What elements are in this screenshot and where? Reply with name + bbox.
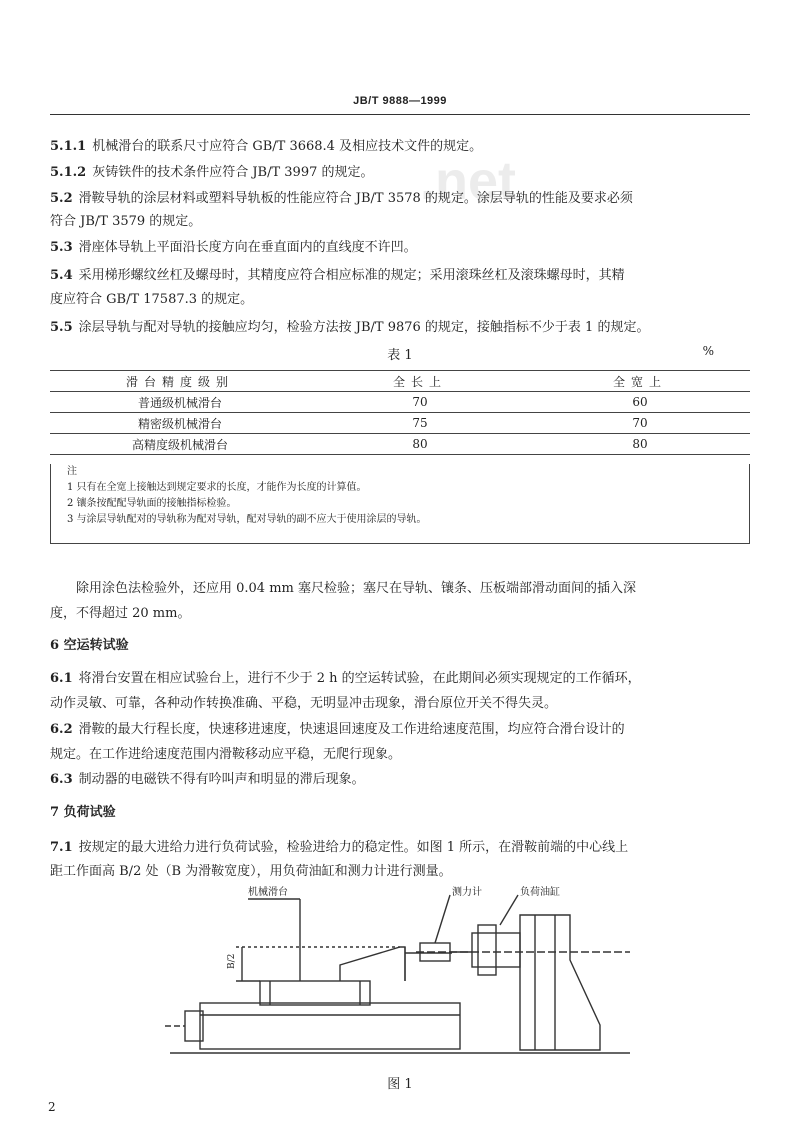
table-cell: 75: [310, 413, 530, 434]
clause-5-4: 5.4 采用梯形螺纹丝杠及螺母时，其精度应符合相应标准的规定；采用滚珠丝杠及滚珠螺母时，其精: [50, 268, 625, 283]
cylinder-stand: [520, 915, 600, 1050]
table-header-cell: 全宽上: [530, 371, 750, 392]
table-title: 表 1: [387, 348, 413, 363]
clause-5-1-1: 5.1.1 机械滑台的联系尺寸应符合 GB/T 3668.4 及相应技术文件的规定。: [50, 139, 483, 154]
figure-caption: 图 1: [387, 1077, 413, 1092]
table-header-cell: 全长上: [310, 371, 530, 392]
header-divider: [50, 114, 750, 115]
table-cell: 80: [310, 434, 530, 455]
table-row: [50, 434, 750, 455]
clause-5-4-cont: 度应符合 GB/T 17587.3 的规定。: [50, 292, 254, 307]
clause-6-3: 6.3 制动器的电磁铁不得有吟叫声和明显的滞后现象。: [50, 772, 365, 787]
paragraph-feeler-gauge: 除用涂色法检验外，还应用 0.04 mm 塞尺检验；塞尺在导轨、镶条、压板端部滑动面间的插入深: [76, 581, 636, 596]
table-cell: 70: [310, 392, 530, 413]
table-header-cell: 滑台精度级别: [50, 371, 310, 392]
table-cell: 精密级机械滑台: [50, 413, 310, 434]
slide-carriage: [260, 981, 370, 1005]
clause-6-1: 6.1 将滑台安置在相应试验台上，进行不少于 2 h 的空运转试验，在此期间必须实现规定的工作循环，: [50, 671, 641, 686]
clause-5-5: 5.5 涂层导轨与配对导轨的接触应均匀，检验方法按 JB/T 9876 的规定，接触指标不少于表 1 的规定。: [50, 320, 650, 335]
clause-5-2: 5.2 滑鞍导轨的涂层材料或塑料导轨板的性能应符合 JB/T 3578 的规定。涂层导轨的性能及要求必须: [50, 191, 633, 206]
label-cylinder: 负荷油缸: [520, 887, 560, 898]
page-number: 2: [48, 1100, 56, 1114]
clause-5-3: 5.3 滑座体导轨上平面沿长度方向在垂直面内的直线度不许凹。: [50, 240, 417, 255]
clause-6-1-cont: 动作灵敏、可靠，各种动作转换准确、平稳，无明显冲击现象，滑台原位开关不得失灵。: [50, 696, 558, 711]
slide-base: [200, 1003, 460, 1049]
note-item: 3 与涂层导轨配对的导轨称为配对导轨，配对导轨的副不应大于使用涂层的导轨。: [67, 514, 427, 525]
table-cell: 70: [530, 413, 750, 434]
table-row: [50, 392, 750, 413]
load-test-diagram: [160, 885, 640, 1070]
table-cell: 高精度级机械滑台: [50, 434, 310, 455]
table-cell: 普通级机械滑台: [50, 392, 310, 413]
clause-7-1-cont: 距工作面高 B/2 处（B 为滑鞍宽度），用负荷油缸和测力计进行测量。: [50, 864, 452, 879]
note-item: 1 只有在全宽上接触达到规定要求的长度，才能作为长度的计算值。: [67, 482, 367, 493]
watermark: .net: [420, 151, 517, 211]
label-gauge: 测力计: [452, 887, 482, 898]
clause-5-2-cont: 符合 JB/T 3579 的规定。: [50, 214, 202, 229]
note-item: 2 镶条按配配导轨面的接触指标检验。: [67, 498, 237, 509]
section-6-heading: 6 空运转试验: [50, 638, 129, 653]
section-7-heading: 7 负荷试验: [50, 805, 116, 820]
table-notes: [50, 464, 750, 544]
table-cell: 80: [530, 434, 750, 455]
label-dimension: B/2: [227, 953, 237, 969]
table-header-row: [50, 371, 750, 392]
label-slide: 机械滑台: [248, 887, 288, 898]
clause-6-2: 6.2 滑鞍的最大行程长度，快速移进速度，快速退回速度及工作进给速度范围，均应符合滑台设计的: [50, 722, 625, 737]
clause-6-2-cont: 规定。在工作进给速度范围内滑鞍移动应平稳，无爬行现象。: [50, 747, 402, 762]
bracket: [340, 947, 405, 981]
table-cell: 60: [530, 392, 750, 413]
paragraph-feeler-gauge-cont: 度，不得超过 20 mm。: [50, 606, 191, 621]
page-header: JB/T 9888—1999: [353, 95, 447, 107]
table-row: [50, 413, 750, 434]
clause-7-1: 7.1 按规定的最大进给力进行负荷试验，检验进给力的稳定性。如图 1 所示，在滑鞍前端的中心线上: [50, 840, 629, 855]
contact-table: [50, 370, 750, 455]
note-label: 注: [67, 466, 77, 477]
clause-5-1-2: 5.1.2 灰铸铁件的技术条件应符合 JB/T 3997 的规定。: [50, 165, 374, 180]
table-unit: %: [702, 344, 714, 358]
